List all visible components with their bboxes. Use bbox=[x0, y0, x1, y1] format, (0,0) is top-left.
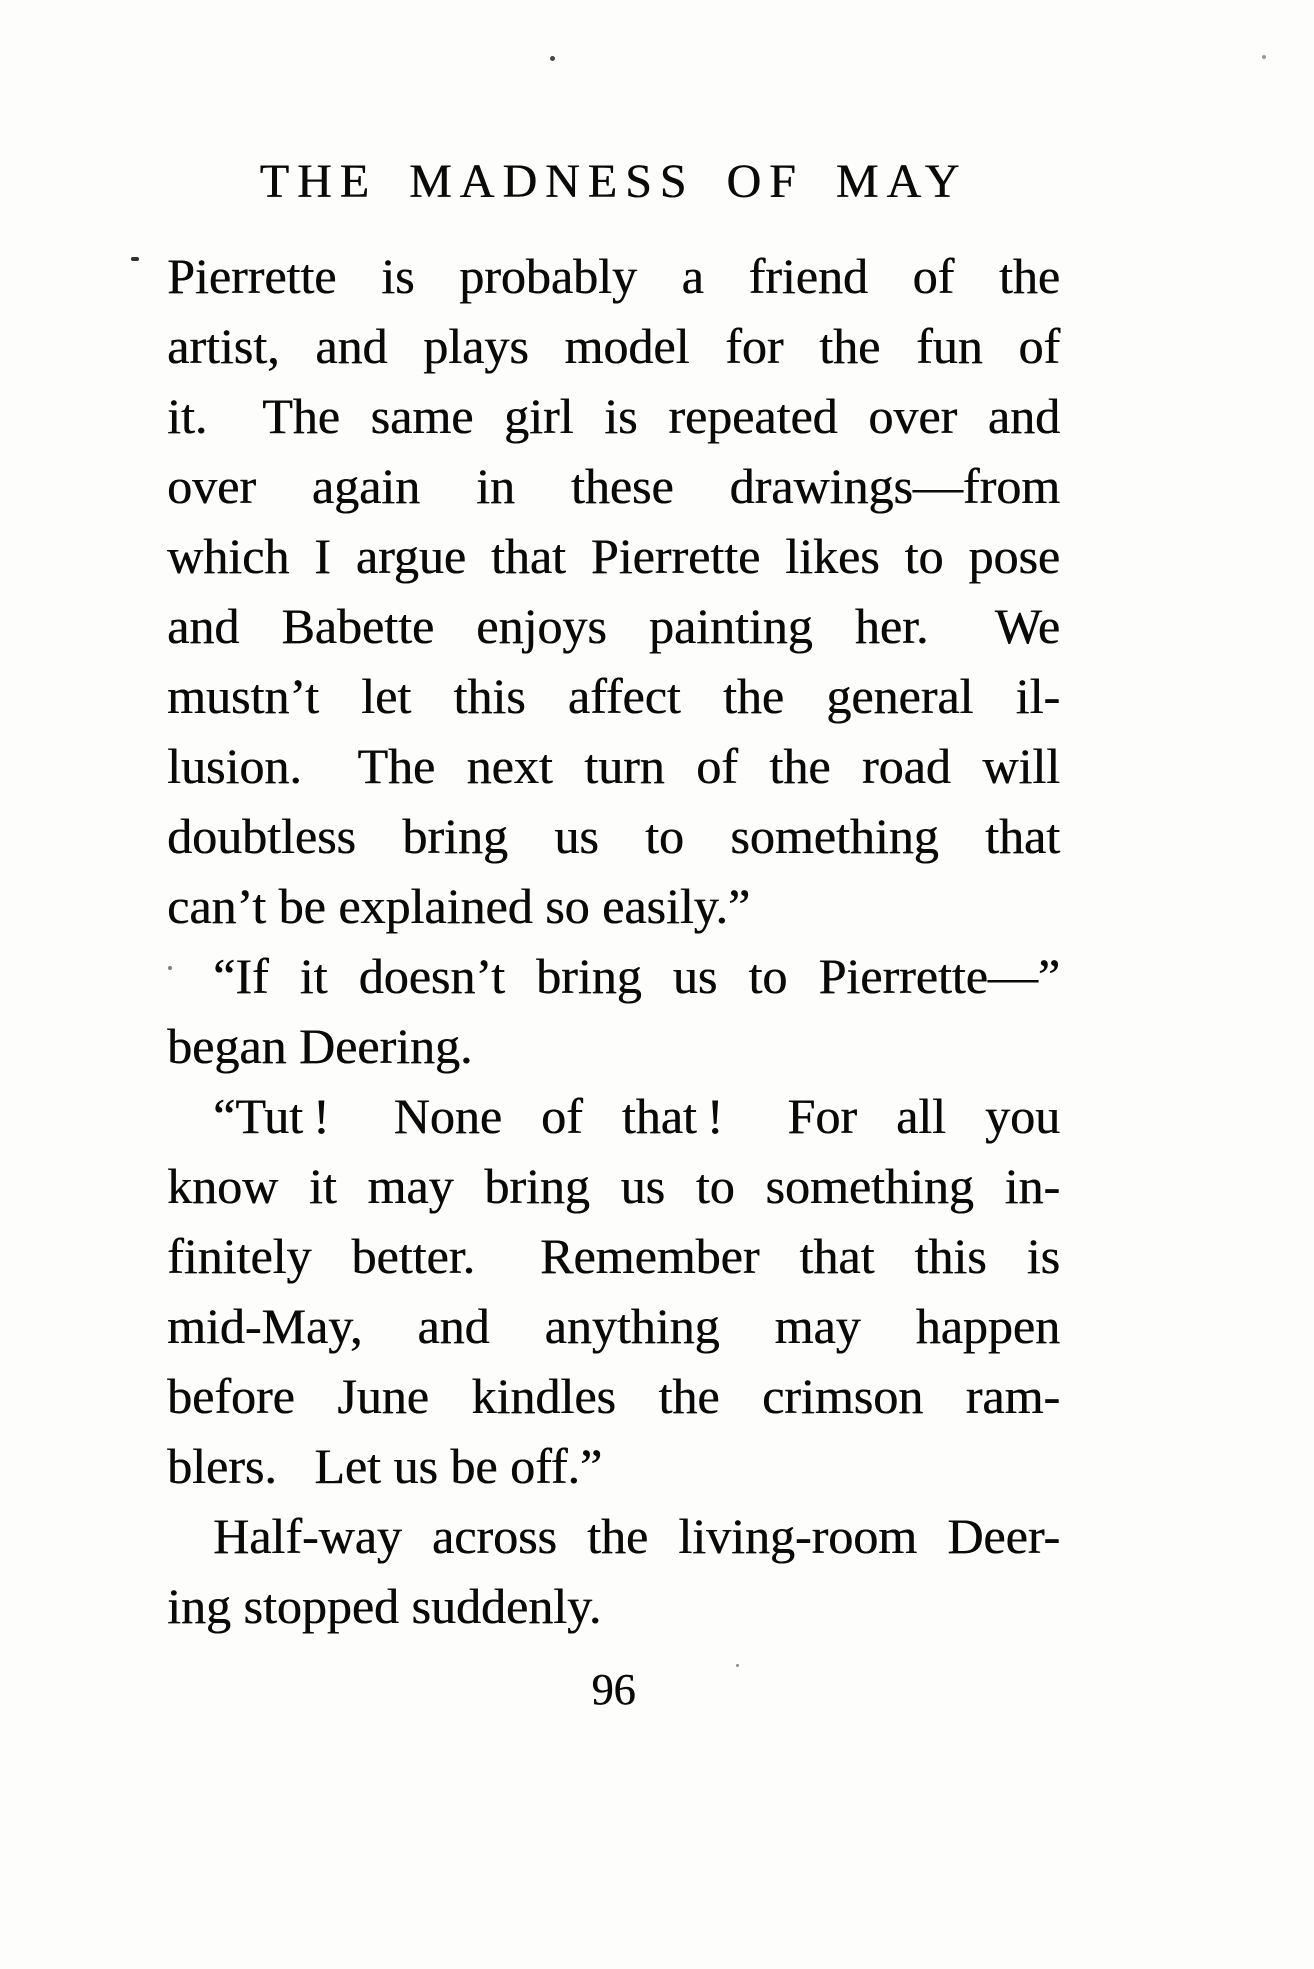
text-line: mustn’t let this affect the general il- bbox=[167, 668, 1060, 724]
page-number: 96 bbox=[591, 1665, 636, 1714]
text-line: began Deering. bbox=[167, 1018, 473, 1074]
text-line: “If it doesn’t bring us to Pierrette—” bbox=[213, 948, 1060, 1004]
scan-speck bbox=[131, 257, 139, 261]
text-line: which I argue that Pierrette likes to pose bbox=[167, 528, 1060, 584]
text-line: Half-way across the living-room Deer- bbox=[213, 1508, 1060, 1564]
text-line: Pierrette is probably a friend of the bbox=[167, 248, 1060, 304]
text-line: before June kindles the crimson ram- bbox=[167, 1368, 1060, 1424]
text-line: and Babette enjoys painting her. We bbox=[167, 598, 1060, 654]
text-line: it. The same girl is repeated over and bbox=[167, 388, 1060, 444]
scan-speck bbox=[736, 1664, 739, 1667]
text-line: blers. Let us be off.” bbox=[167, 1438, 603, 1494]
body-text bbox=[167, 241, 1060, 1641]
scan-speck bbox=[550, 56, 555, 61]
text-line: lusion. The next turn of the road will bbox=[167, 738, 1060, 794]
text-line: ing stopped suddenly. bbox=[167, 1578, 602, 1634]
text-line: over again in these drawings—from bbox=[167, 458, 1060, 514]
text-line: “Tut ! None of that ! For all you bbox=[213, 1088, 1060, 1144]
page-header-title: THE MADNESS OF MAY bbox=[259, 155, 968, 208]
scan-speck bbox=[1262, 55, 1266, 59]
text-line: know it may bring us to something in- bbox=[167, 1158, 1060, 1214]
text-line: doubtless bring us to something that bbox=[167, 808, 1060, 864]
text-line: finitely better. Remember that this is bbox=[167, 1228, 1060, 1284]
text-line: artist, and plays model for the fun of bbox=[167, 318, 1060, 374]
text-line: mid-May, and anything may happen bbox=[167, 1298, 1060, 1354]
text-line: can’t be explained so easily.” bbox=[167, 878, 751, 934]
scan-speck bbox=[168, 966, 172, 970]
